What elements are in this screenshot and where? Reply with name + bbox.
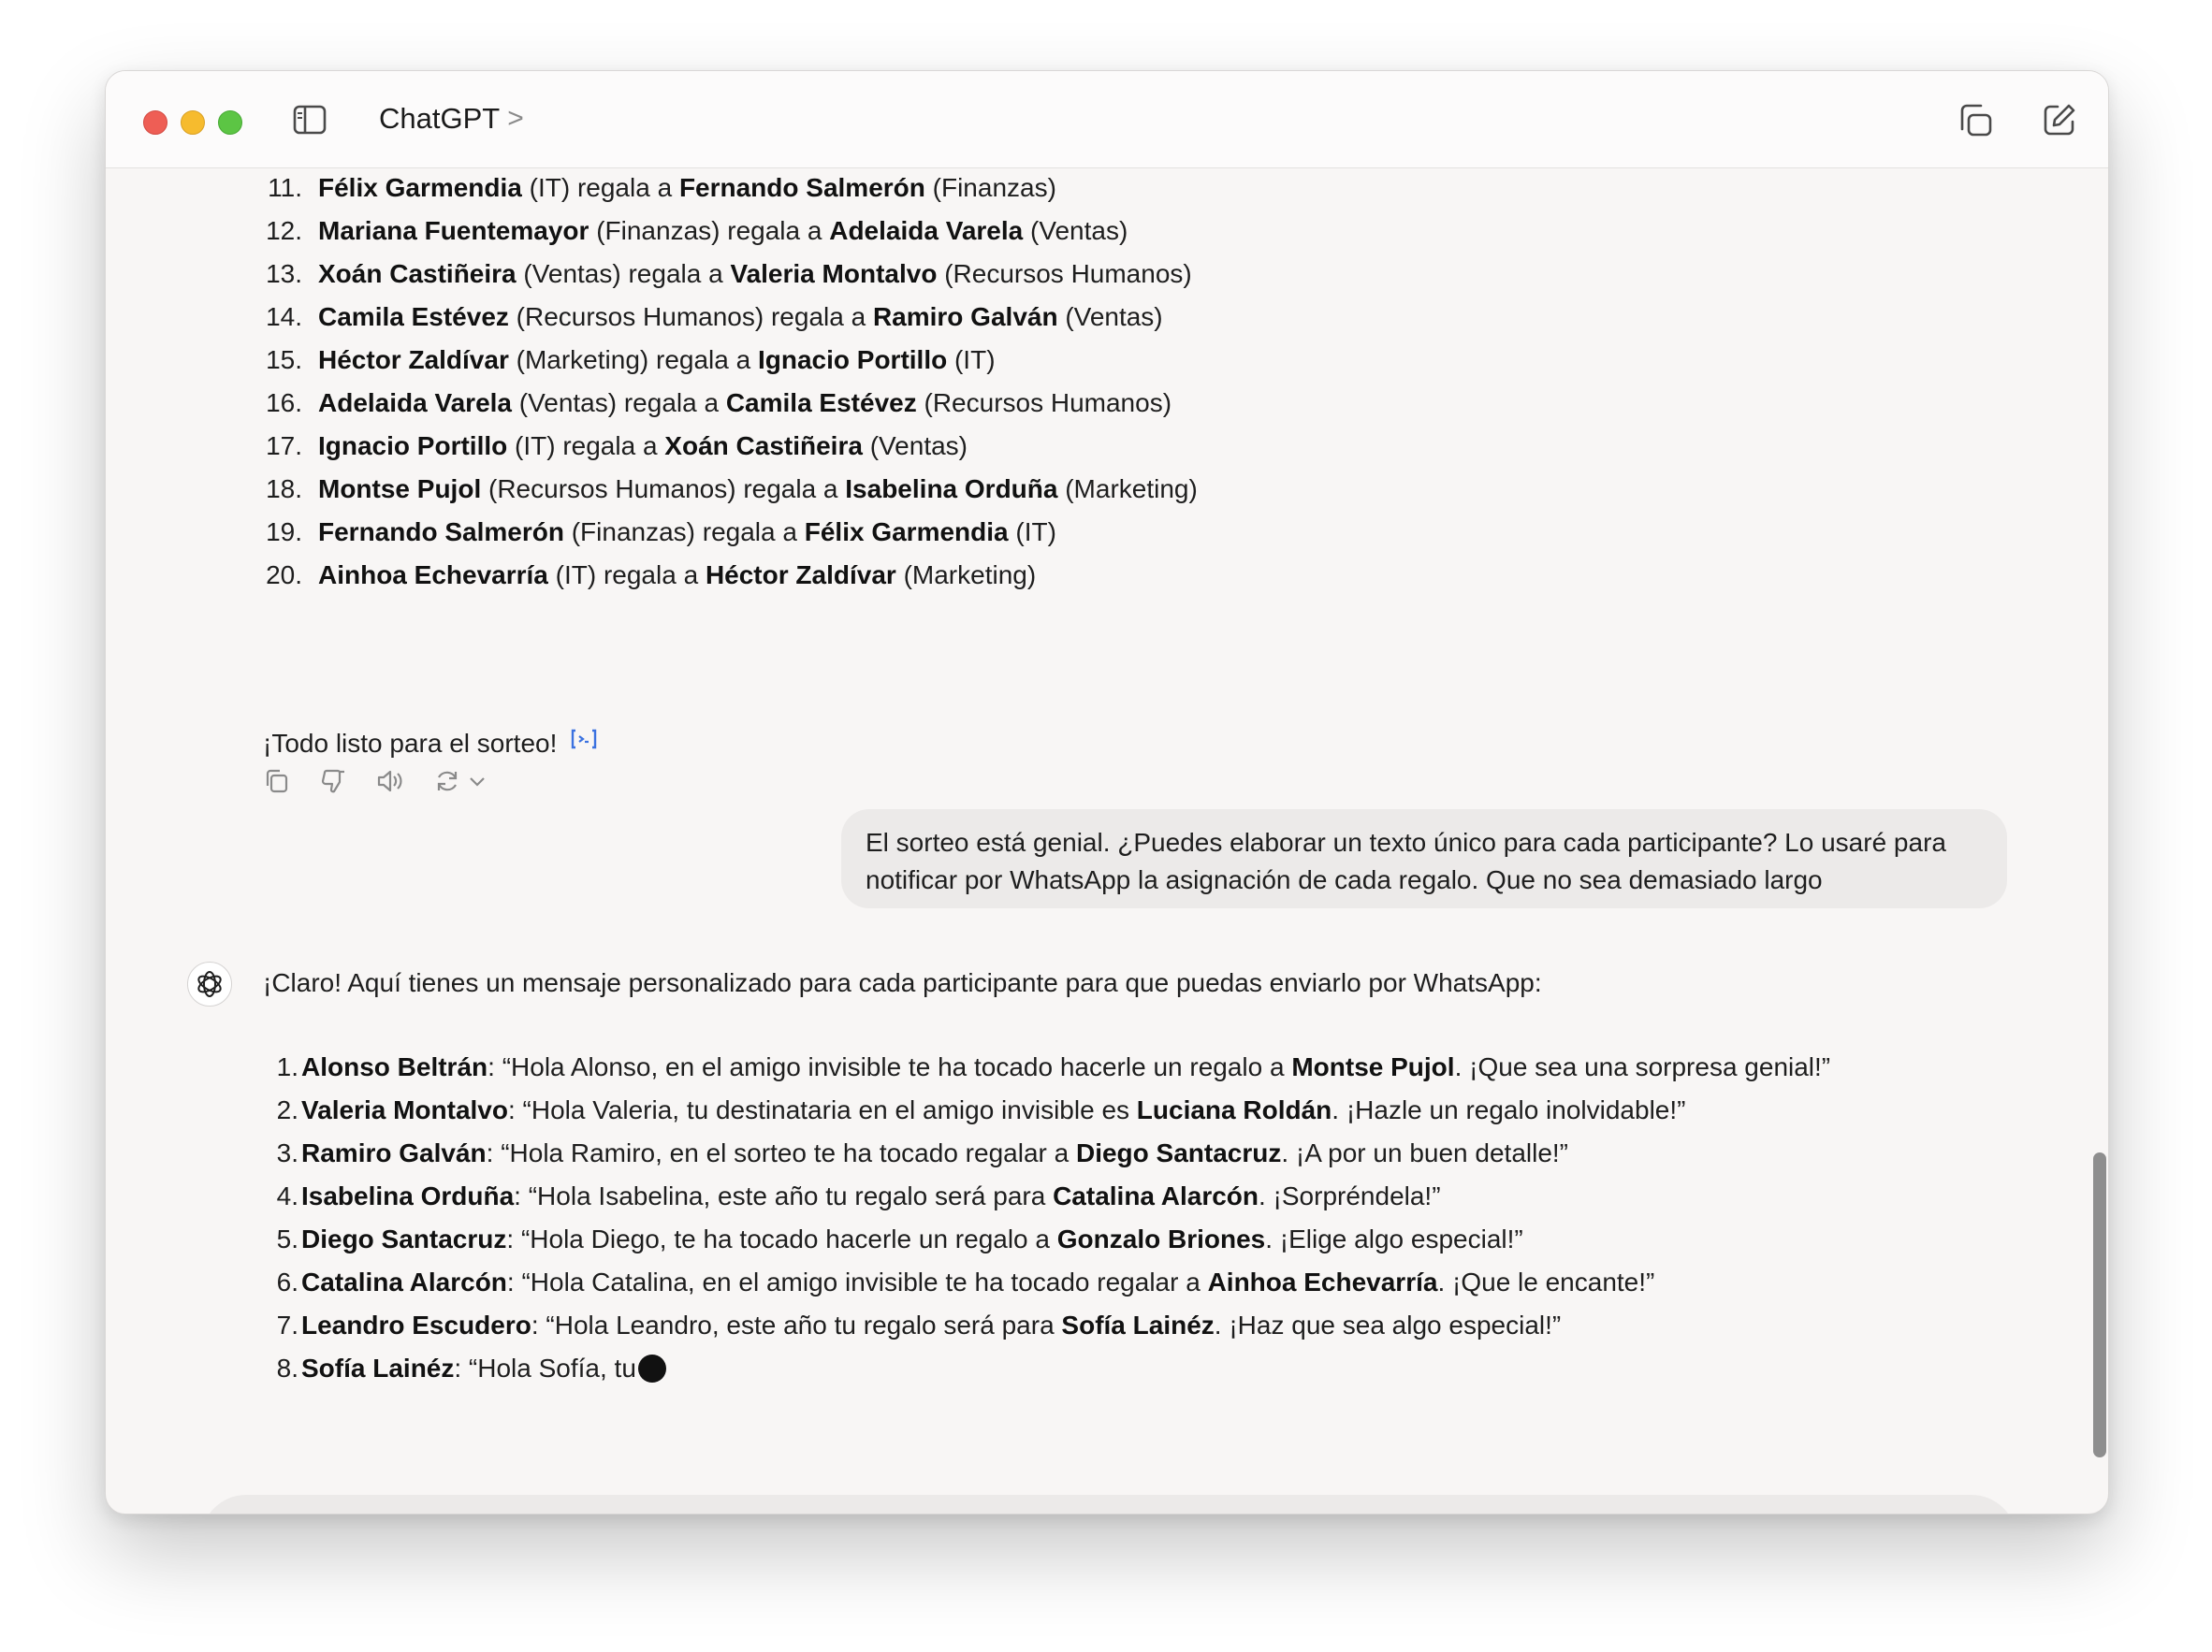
assignment-text: (IT) regala a — [521, 173, 679, 202]
list-item — [301, 1051, 1830, 1084]
message-text: : “Hola Valeria, tu destinataria en el amigo invisible es — [507, 1095, 1137, 1124]
message-text: . ¡Haz que sea algo especial!” — [1214, 1311, 1562, 1340]
list-item-number: 6. — [276, 1268, 298, 1297]
assignment-text: (Recursos Humanos) — [937, 259, 1192, 288]
list-item — [318, 257, 1192, 291]
receiver-name: Félix Garmendia — [804, 517, 1009, 546]
message-text: : “Hola Ramiro, en el sorteo te ha tocado regalar a — [486, 1138, 1076, 1167]
list-item — [318, 300, 1163, 334]
assignment-text: (Recursos Humanos) regala a — [508, 302, 873, 331]
recipient-name: Gonzalo Briones — [1056, 1225, 1266, 1253]
message-text: . ¡Hazle un regalo inolvidable!” — [1332, 1095, 1686, 1124]
receiver-name: Adelaida Varela — [829, 216, 1024, 245]
giver-name: Héctor Zaldívar — [318, 345, 509, 374]
assignment-text: (Ventas) regala a — [512, 388, 726, 417]
list-item-number: 12. — [266, 216, 302, 245]
receiver-name: Isabelina Orduña — [845, 474, 1058, 503]
assignment-text: (IT) regala a — [547, 560, 706, 589]
giver-name: Ignacio Portillo — [318, 431, 508, 460]
list-item-number: 4. — [276, 1181, 298, 1210]
giver-name: Xoán Castiñeira — [318, 259, 517, 288]
app-title: ChatGPT — [379, 102, 501, 135]
user-message-bubble — [841, 809, 2007, 908]
assignment-text: (Marketing) — [895, 560, 1037, 589]
participant-name: Leandro Escudero — [301, 1311, 531, 1340]
receiver-name: Ramiro Galván — [872, 302, 1058, 331]
message-text: . ¡A por un buen detalle!” — [1281, 1138, 1569, 1167]
assignment-text: (Marketing) — [1057, 474, 1198, 503]
new-window-icon[interactable] — [1957, 103, 1994, 138]
composer — [201, 1495, 2016, 1514]
minimize-window-button[interactable] — [181, 110, 205, 135]
message-text: . ¡Sorpréndela!” — [1259, 1181, 1441, 1210]
source-citation-icon[interactable] — [570, 728, 598, 750]
close-window-button[interactable] — [143, 110, 167, 135]
chatgpt-avatar — [187, 962, 232, 1007]
list-item — [318, 343, 996, 377]
regenerate-icon — [433, 767, 461, 795]
list-item-number: 15. — [266, 345, 302, 374]
assignment-text: (Recursos Humanos) — [916, 388, 1172, 417]
list-item — [301, 1094, 1685, 1127]
participant-name: Diego Santacruz — [301, 1225, 507, 1253]
list-item — [301, 1137, 1568, 1170]
receiver-name: Camila Estévez — [725, 388, 917, 417]
recipient-name: Montse Pujol — [1291, 1052, 1455, 1081]
message-actions — [263, 767, 488, 795]
chevron-down-icon — [467, 771, 488, 791]
list-item — [318, 429, 968, 463]
chatgpt-window — [105, 70, 2109, 1514]
list-item-number: 3. — [276, 1138, 298, 1167]
copy-icon[interactable] — [263, 767, 291, 795]
participant-name: Valeria Montalvo — [301, 1095, 508, 1124]
list-item-number: 14. — [266, 302, 302, 331]
assignment-text: (Marketing) regala a — [508, 345, 758, 374]
assignment-text: (IT) — [1008, 517, 1056, 546]
participant-name: Ramiro Galván — [301, 1138, 487, 1167]
assignment-text: (Ventas) — [1023, 216, 1128, 245]
message-text: : “Hola Alonso, en el amigo invisible te ha tocado hacerle un regalo a — [488, 1052, 1292, 1081]
list-item — [301, 1352, 666, 1385]
list-item-number: 20. — [266, 560, 302, 589]
message-text: : “Hola Diego, te ha tocado hacerle un regalo a — [506, 1225, 1057, 1253]
giver-name: Adelaida Varela — [318, 388, 513, 417]
giver-name: Camila Estévez — [318, 302, 509, 331]
list-item — [318, 171, 1056, 205]
list-item — [318, 386, 1171, 420]
user-message-text: El sorteo está genial. ¿Puedes elaborar un texto único para cada participante? Lo usaré para notificar por WhatsApp la asignación de cada regalo. Que no sea demasiado largo — [866, 828, 1946, 894]
thumbs-down-icon[interactable] — [319, 767, 347, 795]
list-item — [301, 1266, 1654, 1299]
list-item — [318, 558, 1036, 592]
list-item-number: 1. — [276, 1052, 298, 1081]
message-text: . ¡Que sea una sorpresa genial!” — [1454, 1052, 1831, 1081]
chevron-right-icon: > — [507, 103, 524, 134]
message-text: : “Hola Sofía, tu — [454, 1354, 636, 1383]
list-item-number: 2. — [276, 1095, 298, 1124]
giver-name: Félix Garmendia — [318, 173, 522, 202]
message-text: : “Hola Leandro, este año tu regalo será para — [531, 1311, 1062, 1340]
message-text: . ¡Elige algo especial!” — [1265, 1225, 1523, 1253]
giver-name: Fernando Salmerón — [318, 517, 564, 546]
assignment-text: (IT) — [947, 345, 996, 374]
streaming-indicator — [638, 1355, 666, 1383]
recipient-name: Sofía Lainéz — [1061, 1311, 1215, 1340]
assignment-text: (IT) regala a — [507, 431, 665, 460]
assignment-text: (Ventas) — [862, 431, 968, 460]
assignment-text: (Ventas) regala a — [516, 259, 731, 288]
openai-logo-icon — [194, 968, 226, 1000]
receiver-name: Ignacio Portillo — [757, 345, 948, 374]
zoom-window-button[interactable] — [218, 110, 242, 135]
receiver-name: Xoán Castiñeira — [664, 431, 863, 460]
title-bar — [106, 71, 2108, 168]
participant-name: Alonso Beltrán — [301, 1052, 488, 1081]
model-selector[interactable] — [379, 102, 524, 136]
assignment-text: (Finanzas) regala a — [589, 216, 830, 245]
recipient-name: Ainhoa Echevarría — [1207, 1268, 1438, 1297]
participant-name: Sofía Lainéz — [301, 1354, 455, 1383]
regenerate-button[interactable] — [433, 767, 488, 795]
participant-name: Isabelina Orduña — [301, 1181, 515, 1210]
list-item-number: 13. — [266, 259, 302, 288]
receiver-name: Fernando Salmerón — [678, 173, 925, 202]
list-item-number: 19. — [266, 517, 302, 546]
giver-name: Ainhoa Echevarría — [318, 560, 548, 589]
assignment-text: (Finanzas) regala a — [563, 517, 805, 546]
list-item-number: 7. — [276, 1311, 298, 1340]
closing-text: ¡Todo listo para el sorteo! — [263, 727, 598, 761]
receiver-name: Héctor Zaldívar — [705, 560, 896, 589]
scrollbar-thumb[interactable] — [2093, 1152, 2106, 1457]
list-item — [318, 472, 1198, 506]
giver-name: Mariana Fuentemayor — [318, 216, 589, 245]
recipient-name: Diego Santacruz — [1075, 1138, 1282, 1167]
recipient-name: Catalina Alarcón — [1053, 1181, 1259, 1210]
list-item-number: 8. — [276, 1354, 298, 1383]
list-item-number: 17. — [266, 431, 302, 460]
assistant-intro: ¡Claro! Aquí tienes un mensaje personalizado para cada participante para que puedas enviarlo por WhatsApp: — [263, 968, 1542, 997]
assignment-text: (Finanzas) — [924, 173, 1056, 202]
new-chat-icon[interactable] — [2041, 101, 2078, 138]
list-item — [301, 1223, 1523, 1256]
sidebar-toggle-icon[interactable] — [293, 105, 327, 135]
list-item — [318, 214, 1128, 248]
list-item-number: 16. — [266, 388, 302, 417]
message-text: : “Hola Catalina, en el amigo invisible te ha tocado regalar a — [506, 1268, 1208, 1297]
read-aloud-icon[interactable] — [375, 767, 405, 795]
list-item — [301, 1309, 1561, 1342]
message-text: : “Hola Isabelina, este año tu regalo será para — [514, 1181, 1054, 1210]
conversation — [106, 168, 2108, 1514]
assignment-text: (Ventas) — [1057, 302, 1163, 331]
recipient-name: Luciana Roldán — [1136, 1095, 1332, 1124]
list-item-number: 5. — [276, 1225, 298, 1253]
list-item — [318, 515, 1056, 549]
receiver-name: Valeria Montalvo — [730, 259, 938, 288]
message-text: . ¡Que le encante!” — [1437, 1268, 1655, 1297]
participant-name: Catalina Alarcón — [301, 1268, 507, 1297]
giver-name: Montse Pujol — [318, 474, 482, 503]
list-item-number: 18. — [266, 474, 302, 503]
list-item — [301, 1180, 1441, 1213]
list-item-number: 11. — [268, 173, 302, 202]
assignment-text: (Recursos Humanos) regala a — [481, 474, 846, 503]
